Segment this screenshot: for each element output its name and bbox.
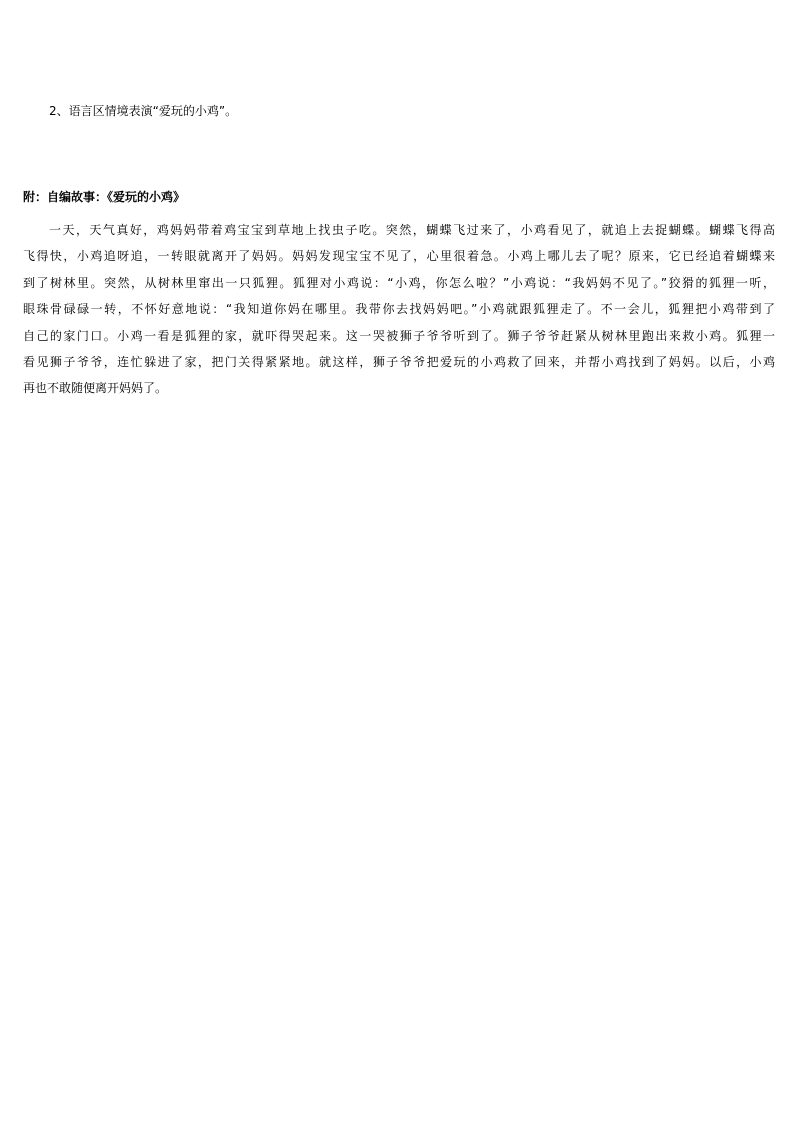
appendix-title: 附：自编故事：《爱玩的小鸡》: [23, 190, 186, 204]
story-line: 一天，天气真好，鸡妈妈带着鸡宝宝到草地上找虫子吃。突然，蝴蝶飞过来了，小鸡看见了，就追上去捉蝴蝶。蝴蝶飞得高: [49, 223, 775, 237]
story-paragraph: [23, 217, 775, 402]
story-line: 飞得快，小鸡追呀追，一转眼就离开了妈妈。妈妈发现宝宝不见了，心里很着急。小鸡上哪儿去了呢？原来，它已经追着蝴蝶来: [23, 249, 775, 264]
story-line: 自己的家门口。小鸡一看是狐狸的家，就吓得哭起来。这一哭被狮子爷爷听到了。狮子爷爷赶紧从树林里跑出来救小鸡。狐狸一: [23, 328, 775, 343]
story-line: 再也不敢随便离开妈妈了。: [23, 381, 168, 396]
activity-item-2: 2、语言区情境表演“爱玩的小鸡”。: [49, 104, 238, 118]
story-line: 到了树林里。突然，从树林里窜出一只狐狸。狐狸对小鸡说：“小鸡，你怎么啦？”小鸡说：“我妈妈不见了。”狡猾的狐狸一听，: [23, 275, 775, 290]
story-line: 眼珠骨碌碌一转，不怀好意地说：“我知道你妈在哪里。我带你去找妈妈吧。”小鸡就跟狐狸走了。不一会儿，狐狸把小鸡带到了: [23, 302, 775, 317]
story-line: 看见狮子爷爷，连忙躲进了家，把门关得紧紧地。就这样，狮子爷爷把爱玩的小鸡救了回来，并帮小鸡找到了妈妈。以后，小鸡: [23, 355, 775, 370]
